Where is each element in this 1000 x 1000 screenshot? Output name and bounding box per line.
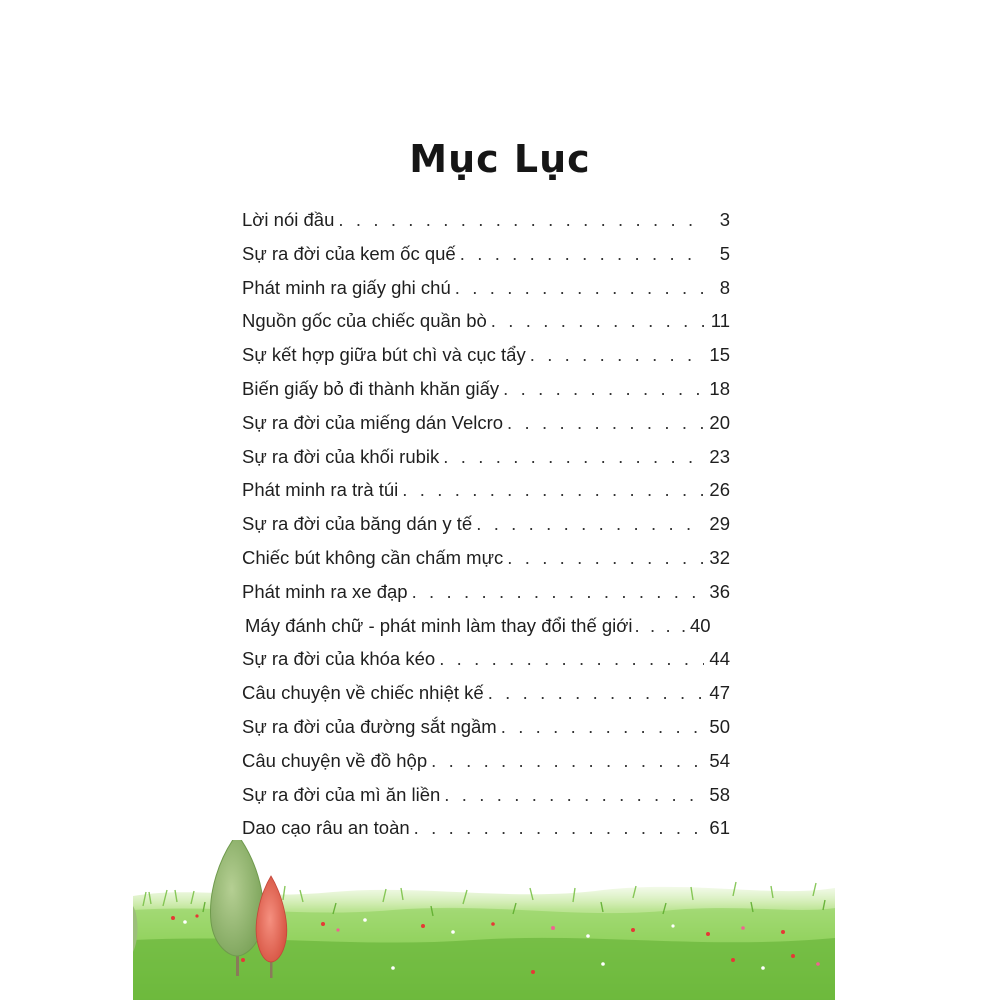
toc-entry-label: Chiếc bút không cần chấm mực — [242, 546, 504, 568]
leader-dots — [443, 440, 704, 474]
toc-entry-page: 58 — [709, 783, 730, 805]
toc-entry-label: Lời nói đầu — [242, 209, 335, 230]
toc-entry-label: Phát minh ra xe đạp — [242, 580, 408, 602]
toc-entry-label: Nguồn gốc của chiếc quần bò — [242, 310, 487, 332]
toc-entry-label: Sự ra đời của khóa kéo — [242, 648, 436, 670]
toc-entry[interactable] — [242, 304, 730, 338]
toc-entry-label: Phát minh ra trà túi — [242, 479, 399, 501]
toc-entry-label: Biến giấy bỏ đi thành khăn giấy — [242, 377, 500, 399]
toc-entry-page: 32 — [709, 546, 730, 568]
toc-entry-page: 8 — [719, 276, 730, 298]
toc-entry[interactable] — [242, 271, 730, 305]
toc-entry-page: 50 — [709, 715, 730, 737]
leader-dots — [444, 778, 704, 812]
toc-entry[interactable] — [242, 744, 730, 778]
toc-entry-page: 40 — [689, 614, 711, 636]
toc-entry[interactable] — [242, 676, 730, 710]
toc-entry[interactable] — [242, 541, 730, 575]
toc-entry[interactable] — [242, 237, 730, 271]
toc-entry-label: Sự ra đời của băng dán y tế — [242, 513, 473, 535]
toc-entry[interactable] — [242, 778, 730, 812]
toc-entry-page: 44 — [709, 648, 730, 670]
leader-dots — [439, 642, 704, 676]
toc-entry[interactable] — [242, 642, 730, 676]
toc-entry-page: 47 — [709, 682, 730, 704]
toc-entry-label: Máy đánh chữ - phát minh làm thay đổi thế giới — [245, 614, 633, 636]
toc-entry-label: Câu chuyện về chiếc nhiệt kế — [242, 682, 484, 704]
toc-entry-page: 29 — [709, 513, 730, 535]
toc-entry[interactable] — [242, 440, 730, 474]
toc-entry-page: 23 — [709, 445, 730, 467]
toc-entry-page: 5 — [719, 242, 730, 264]
leader-dots — [455, 271, 704, 305]
toc-entry[interactable] — [242, 473, 730, 507]
toc-entry-label: Sự ra đời của miếng dán Velcro — [242, 411, 504, 433]
toc-entry-page: 11 — [710, 310, 730, 332]
page-title: Mục Lục — [409, 137, 591, 182]
leader-dots — [507, 541, 704, 575]
leader-dots — [412, 575, 704, 609]
leader-dots — [460, 237, 704, 271]
toc-entry-label: Câu chuyện về đồ hộp — [242, 749, 428, 771]
toc-entry-page: 54 — [709, 749, 730, 771]
leader-dots — [501, 710, 704, 744]
leader-dots — [503, 372, 704, 406]
toc-entry-label: Dao cạo râu an toàn — [242, 817, 410, 839]
toc-entry-label: Sự ra đời của kem ốc quế — [242, 242, 456, 264]
toc-entry-label: Sự ra đời của mì ăn liền — [242, 783, 441, 805]
toc-entry[interactable] — [242, 710, 730, 744]
leader-dots — [507, 406, 704, 440]
leader-dots — [338, 203, 704, 237]
toc-entry-label: Sự kết hợp giữa bút chì và cục tẩy — [242, 344, 526, 366]
toc-entry-page: 61 — [709, 817, 730, 839]
toc-entry[interactable] — [242, 406, 730, 440]
leader-dots — [635, 609, 687, 643]
toc-entry-page: 26 — [709, 479, 730, 501]
toc-entry[interactable] — [242, 575, 730, 609]
table-of-contents — [242, 203, 730, 845]
leader-dots — [402, 473, 704, 507]
leader-dots — [488, 676, 704, 710]
toc-entry-page: 3 — [719, 209, 730, 230]
toc-entry-page: 18 — [709, 377, 730, 399]
toc-entry[interactable] — [245, 609, 734, 643]
leader-dots — [431, 744, 704, 778]
toc-entry-label: Sự ra đời của khối rubik — [242, 445, 440, 467]
toc-entry[interactable] — [242, 338, 730, 372]
leader-dots — [476, 507, 704, 541]
toc-entry-page: 36 — [709, 580, 730, 602]
toc-entry-page: 20 — [709, 411, 730, 433]
leader-dots — [530, 338, 704, 372]
meadow-illustration — [133, 840, 835, 1000]
toc-entry-page: 15 — [709, 344, 730, 366]
toc-entry[interactable] — [242, 507, 730, 541]
toc-entry-label: Sự ra đời của đường sắt ngầm — [242, 715, 497, 737]
toc-entry-label: Phát minh ra giấy ghi chú — [242, 276, 451, 298]
toc-entry[interactable] — [242, 203, 730, 237]
leader-dots — [491, 304, 704, 338]
toc-entry[interactable] — [242, 372, 730, 406]
